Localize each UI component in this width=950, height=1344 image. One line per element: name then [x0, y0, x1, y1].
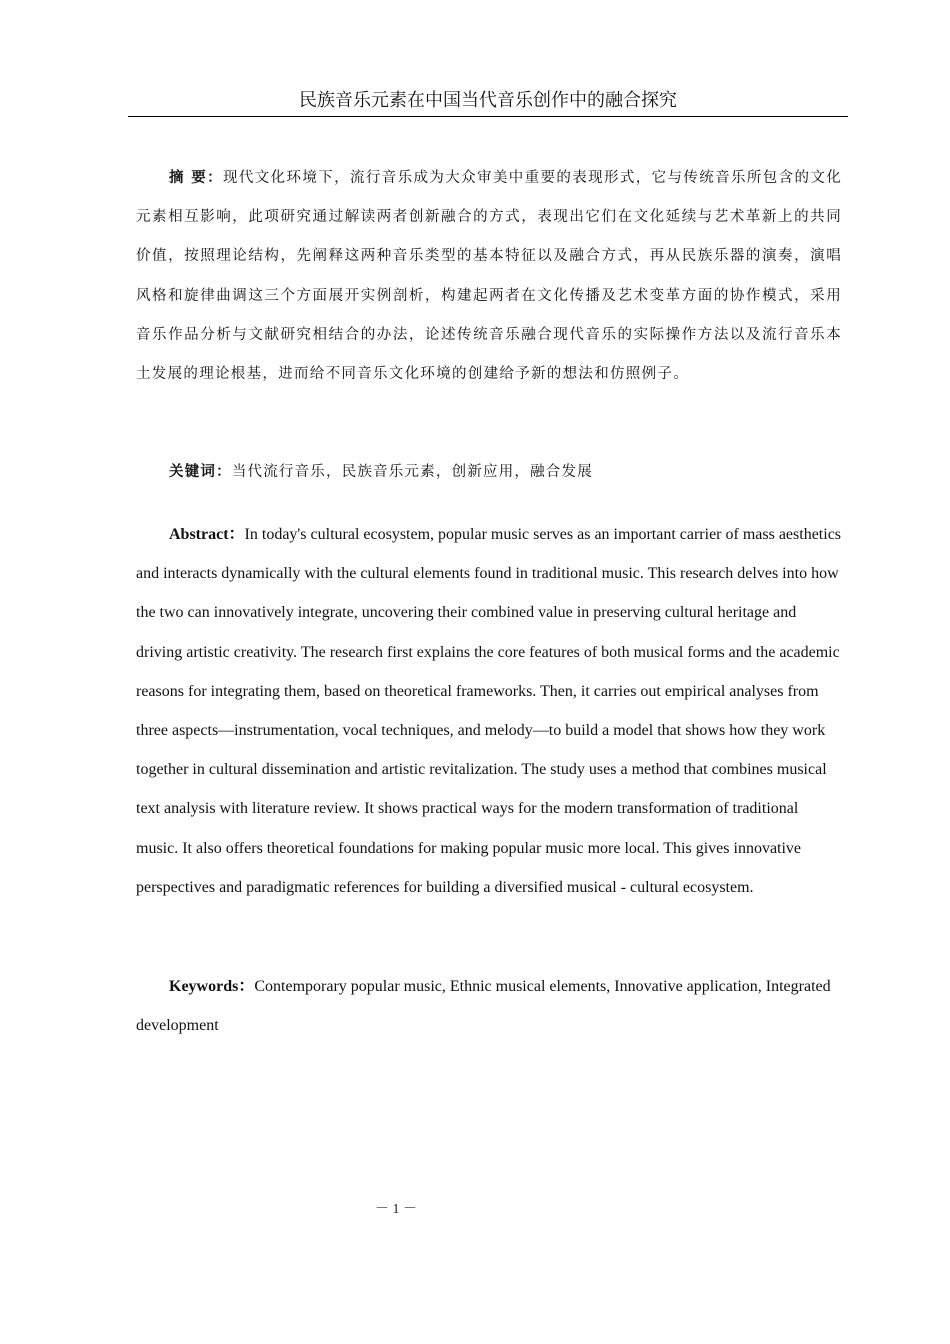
- english-keywords: [136, 967, 842, 1045]
- chinese-abstract: [136, 158, 842, 394]
- chinese-abstract-label: 摘 要：: [169, 169, 224, 186]
- english-abstract-text: In today's cultural ecosystem, popular music serves as an important carrier of mass aesthetics and interacts dynamically with the cultural elements found in traditional music. This research delves into how the two can innovatively integrate, uncovering their combined value in preserving cultural heritage and driving artistic creativity. The research first explains the core features of both musical forms and the academic reasons for integrating them, based on theoretical frameworks. Then, it carries out empirical analyses from three aspects—instrumentation, vocal techniques, and melody—to build a model that shows how they work together in cultural dissemination and artistic revitalization. The study uses a method that combines musical text analysis with literature review. It shows practical ways for the modern transformation of traditional music. It also offers theoretical foundations for making popular music more local. This gives innovative perspectives and paradigmatic references for building a diversified musical - cultural ecosystem.: [136, 526, 842, 896]
- chinese-abstract-text: 现代文化环境下，流行音乐成为大众审美中重要的表现形式，它与传统音乐所包含的文化元素相互影响，此项研究通过解读两者创新融合的方式，表现出它们在文化延续与艺术革新上的共同价值，按照理论结构，先阐释这两种音乐类型的基本特征以及融合方式，再从民族乐器的演奏，演唱风格和旋律曲调这三个方面展开实例剖析，构建起两者在文化传播及艺术变革方面的协作模式，采用音乐作品分析与文献研究相结合的办法，论述传统音乐融合现代音乐的实际操作方法以及流行音乐本土发展的理论根基，进而给不同音乐文化环境的创建给予新的想法和仿照例子。: [136, 170, 842, 383]
- chinese-keywords: [136, 452, 842, 492]
- page-number: － 1 －: [375, 1202, 417, 1217]
- english-keywords-label: Keywords：: [169, 978, 255, 995]
- english-abstract: [136, 515, 842, 907]
- chinese-keywords-text: 当代流行音乐，民族音乐元素，创新应用，融合发展: [231, 464, 593, 480]
- running-header-title: 民族音乐元素在中国当代音乐创作中的融合探究: [299, 90, 677, 111]
- running-header: [128, 88, 848, 117]
- english-keywords-text: Contemporary popular music, Ethnic musical elements, Innovative application, Integrated development: [136, 978, 831, 1034]
- chinese-keywords-label: 关键词：: [169, 463, 232, 480]
- english-abstract-label: Abstract：: [169, 526, 245, 543]
